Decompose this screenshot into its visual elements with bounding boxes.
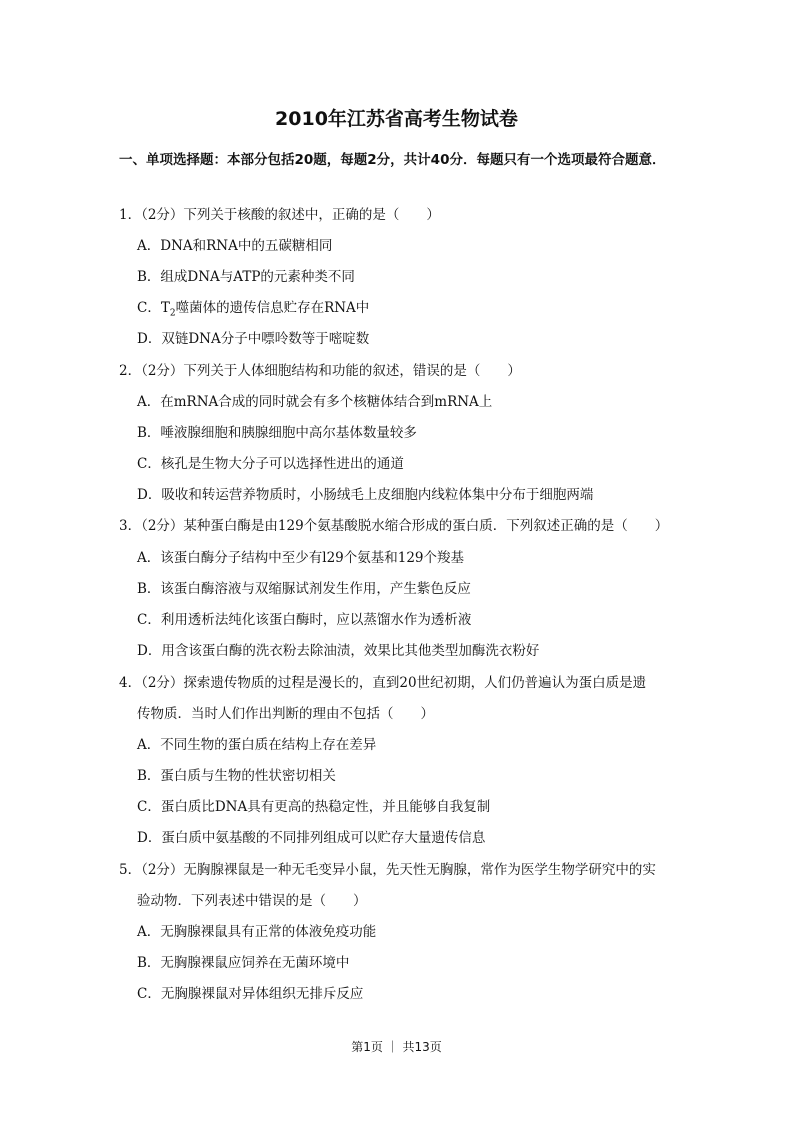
question-1-stem: 1．（2分）下列关于核酸的叙述中，正确的是（ ） (119, 207, 440, 223)
section-heading: 一、单项选择题：本部分包括20题，每题2分，共计40分．每题只有一个选项最符合题意． (119, 152, 666, 168)
question-4-stem-line-1: 4．（2分）探索遗传物质的过程是漫长的，直到20世纪初期，人们仍普遍认为蛋白质是遗 (119, 675, 647, 691)
question-5-stem-line-1: 5．（2分）无胸腺裸鼠是一种无毛变异小鼠，先天性无胸腺，常作为医学生物学研究中的实 (119, 862, 656, 878)
question-4-option-a: A．不同生物的蛋白质在结构上存在差异 (137, 737, 377, 753)
question-4-option-d: D．蛋白质中氨基酸的不同排列组成可以贮存大量遗传信息 (137, 830, 486, 846)
question-2-option-a: A．在mRNA合成的同时就会有多个核糖体结合到mRNA上 (137, 394, 493, 410)
question-2-stem: 2．（2分）下列关于人体细胞结构和功能的叙述，错误的是（ ） (119, 363, 521, 379)
question-2-option-d: D．吸收和转运营养物质时，小肠绒毛上皮细胞内线粒体集中分布于细胞两端 (137, 487, 594, 503)
question-2-option-c: C．核孔是生物大分子可以选择性进出的通道 (137, 456, 404, 472)
subscript: 2 (169, 308, 176, 319)
question-3-option-d: D．用含该蛋白酶的洗衣粉去除油渍，效果比其他类型加酶洗衣粉好 (137, 643, 540, 659)
option-c-text: 噬菌体的遗传信息贮存在RNA中 (175, 300, 370, 316)
option-c-prefix: C．T (137, 300, 170, 316)
question-4-option-b: B．蛋白质与生物的性状密切相关 (137, 768, 336, 784)
page-title: 2010年江苏省高考生物试卷 (275, 108, 518, 130)
question-1-option-b: B．组成DNA与ATP的元素种类不同 (137, 269, 355, 285)
question-5-option-b: B．无胸腺裸鼠应饲养在无菌环境中 (137, 955, 350, 971)
question-1-option-a: A．DNA和RNA中的五碳糖相同 (137, 238, 333, 254)
question-3-option-c: C．利用透析法纯化该蛋白酶时，应以蒸馏水作为透析液 (137, 612, 472, 628)
question-4-stem-line-2: 传物质．当时人们作出判断的理由不包括（ ） (137, 706, 434, 722)
question-2-option-b: B．唾液腺细胞和胰腺细胞中高尔基体数量较多 (137, 425, 417, 441)
question-5-option-a: A．无胸腺裸鼠具有正常的体液免疫功能 (137, 924, 377, 940)
page-footer: 第1页 ｜ 共13页 (351, 1040, 442, 1054)
question-3-option-a: A．该蛋白酶分子结构中至少有l29个氨基和129个羧基 (137, 550, 465, 566)
question-1-option-c (137, 299, 369, 323)
question-5-stem-line-2: 验动物．下列表述中错误的是（ ） (137, 893, 367, 909)
question-3-option-b: B．该蛋白酶溶液与双缩脲试剂发生作用，产生紫色反应 (137, 581, 471, 597)
question-4-option-c: C．蛋白质比DNA具有更高的热稳定性，并且能够自我复制 (137, 799, 491, 815)
question-5-option-c: C．无胸腺裸鼠对异体组织无排斥反应 (137, 986, 364, 1002)
question-1-option-d: D．双链DNA分子中嘌呤数等于嘧啶数 (137, 331, 370, 347)
question-3-stem: 3．（2分）某种蛋白酶是由129个氨基酸脱水缩合形成的蛋白质．下列叙述正确的是（ ） (119, 518, 669, 534)
